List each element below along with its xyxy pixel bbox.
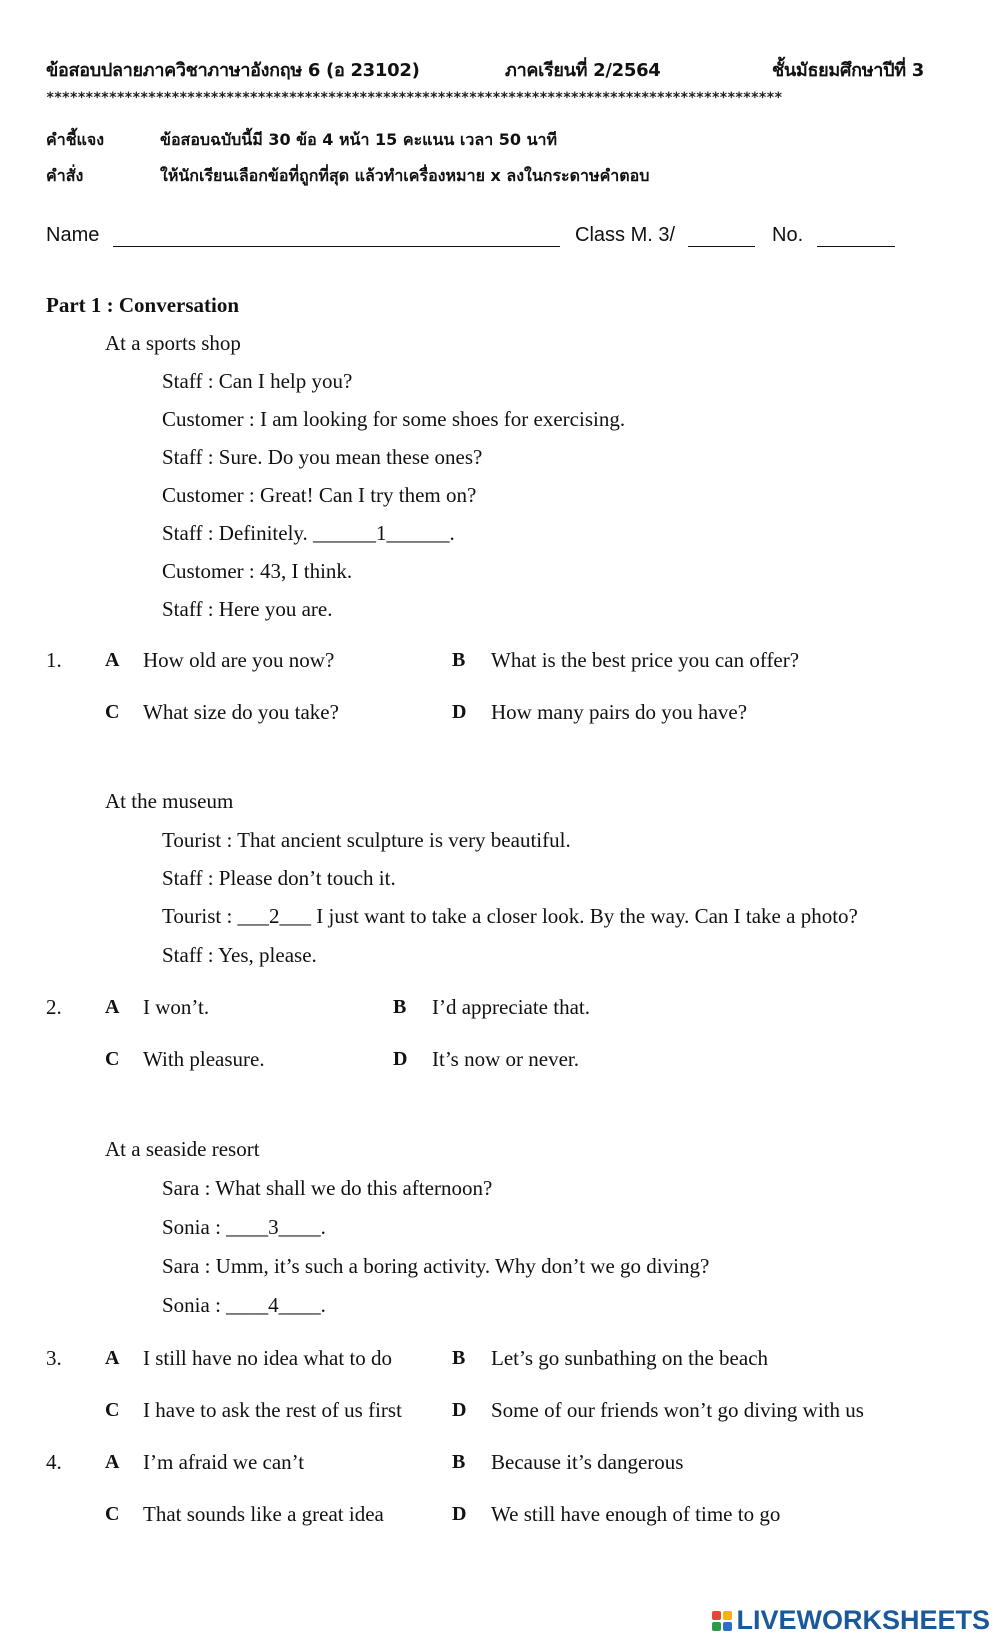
class-label: Class M. 3/ — [575, 224, 676, 246]
semester: ภาคเรียนที่ 2/2564 — [505, 60, 661, 81]
scene-title: At the museum — [105, 789, 234, 813]
name-label: Name — [46, 224, 100, 246]
option-letter: C — [105, 1503, 120, 1525]
option-a[interactable]: I won’t. — [143, 995, 210, 1019]
option-b[interactable]: Let’s go sunbathing on the beach — [491, 1346, 769, 1370]
option-c[interactable]: That sounds like a great idea — [143, 1502, 384, 1526]
option-letter: D — [393, 1048, 408, 1070]
dialogue-line: Customer : I am looking for some shoes for exercising. — [162, 407, 626, 431]
option-c[interactable]: I have to ask the rest of us first — [143, 1398, 402, 1422]
dialogue-line: Customer : 43, I think. — [162, 559, 353, 583]
question-number: 2. — [46, 995, 62, 1019]
question-number: 1. — [46, 648, 62, 672]
number-field[interactable] — [817, 246, 895, 247]
option-letter: D — [452, 1503, 467, 1525]
scene-title: At a seaside resort — [105, 1137, 260, 1161]
option-b[interactable]: I’d appreciate that. — [432, 995, 590, 1019]
dialogue-line: Staff : Can I help you? — [162, 369, 353, 393]
logo-mark-icon — [712, 1611, 732, 1631]
question-number: 4. — [46, 1450, 62, 1474]
option-letter: A — [105, 1347, 120, 1369]
question-number: 3. — [46, 1346, 62, 1370]
class-field[interactable] — [688, 246, 755, 247]
dialogue-line: Staff : Yes, please. — [162, 943, 317, 967]
option-letter: B — [452, 1451, 466, 1473]
option-letter: B — [452, 1347, 466, 1369]
dialogue-line: Staff : Please don’t touch it. — [162, 866, 396, 890]
option-c[interactable]: What size do you take? — [143, 700, 339, 724]
no-label: No. — [772, 224, 804, 246]
explain-label: คำชี้แจง — [46, 130, 105, 149]
dialogue-line: Customer : Great! Can I try them on? — [162, 483, 477, 507]
exam-title: ข้อสอบปลายภาควิชาภาษาอังกฤษ 6 (อ 23102) — [46, 60, 420, 81]
dialogue-line: Sara : Umm, it’s such a boring activity. Why don’t we go diving? — [162, 1254, 710, 1278]
order-text: ให้นักเรียนเลือกข้อที่ถูกที่สุด แล้วทำเครื่องหมาย x ลงในกระดาษคำตอบ — [160, 166, 650, 185]
option-d[interactable]: Some of our friends won’t go diving with us — [491, 1398, 864, 1422]
option-letter: A — [105, 1451, 120, 1473]
dialogue-line: Staff : Definitely. ______1______. — [162, 521, 455, 545]
option-d[interactable]: How many pairs do you have? — [491, 700, 748, 724]
dialogue-line: Staff : Here you are. — [162, 597, 333, 621]
option-letter: A — [105, 649, 120, 671]
option-letter: D — [452, 1399, 467, 1421]
option-a[interactable]: I’m afraid we can’t — [143, 1450, 305, 1474]
dialogue-line: Sonia : ____3____. — [162, 1215, 326, 1239]
option-b[interactable]: What is the best price you can offer? — [491, 648, 800, 672]
option-letter: B — [452, 649, 466, 671]
dialogue-line: Sara : What shall we do this afternoon? — [162, 1176, 493, 1200]
option-letter: C — [105, 1048, 120, 1070]
order-label: คำสั่ง — [46, 166, 84, 185]
option-a[interactable]: I still have no idea what to do — [143, 1346, 393, 1370]
option-c[interactable]: With pleasure. — [143, 1047, 265, 1071]
dialogue-line: Tourist : ___2___ I just want to take a closer look. By the way. Can I take a photo? — [162, 904, 858, 928]
grade-level: ชั้นมัธยมศึกษาปีที่ 3 — [772, 60, 924, 81]
option-d[interactable]: It’s now or never. — [432, 1047, 579, 1071]
option-b[interactable]: Because it’s dangerous — [491, 1450, 684, 1474]
option-letter: C — [105, 1399, 120, 1421]
option-d[interactable]: We still have enough of time to go — [491, 1502, 781, 1526]
name-field[interactable] — [113, 246, 560, 247]
liveworksheets-logo[interactable] — [712, 1605, 990, 1636]
explain-text: ข้อสอบฉบับนี้มี 30 ข้อ 4 หน้า 15 คะแนน เวลา 50 นาที — [160, 130, 558, 149]
option-letter: B — [393, 996, 407, 1018]
option-letter: C — [105, 701, 120, 723]
scene-title: At a sports shop — [105, 331, 241, 355]
star-divider: ********************************************************************************************** — [46, 90, 782, 106]
part-title: Part 1 : Conversation — [46, 293, 240, 317]
option-letter: D — [452, 701, 467, 723]
dialogue-line: Staff : Sure. Do you mean these ones? — [162, 445, 483, 469]
logo-text: LIVEWORKSHEETS — [736, 1605, 990, 1635]
dialogue-line: Sonia : ____4____. — [162, 1293, 326, 1317]
dialogue-line: Tourist : That ancient sculpture is very beautiful. — [162, 828, 571, 852]
option-a[interactable]: How old are you now? — [143, 648, 335, 672]
option-letter: A — [105, 996, 120, 1018]
